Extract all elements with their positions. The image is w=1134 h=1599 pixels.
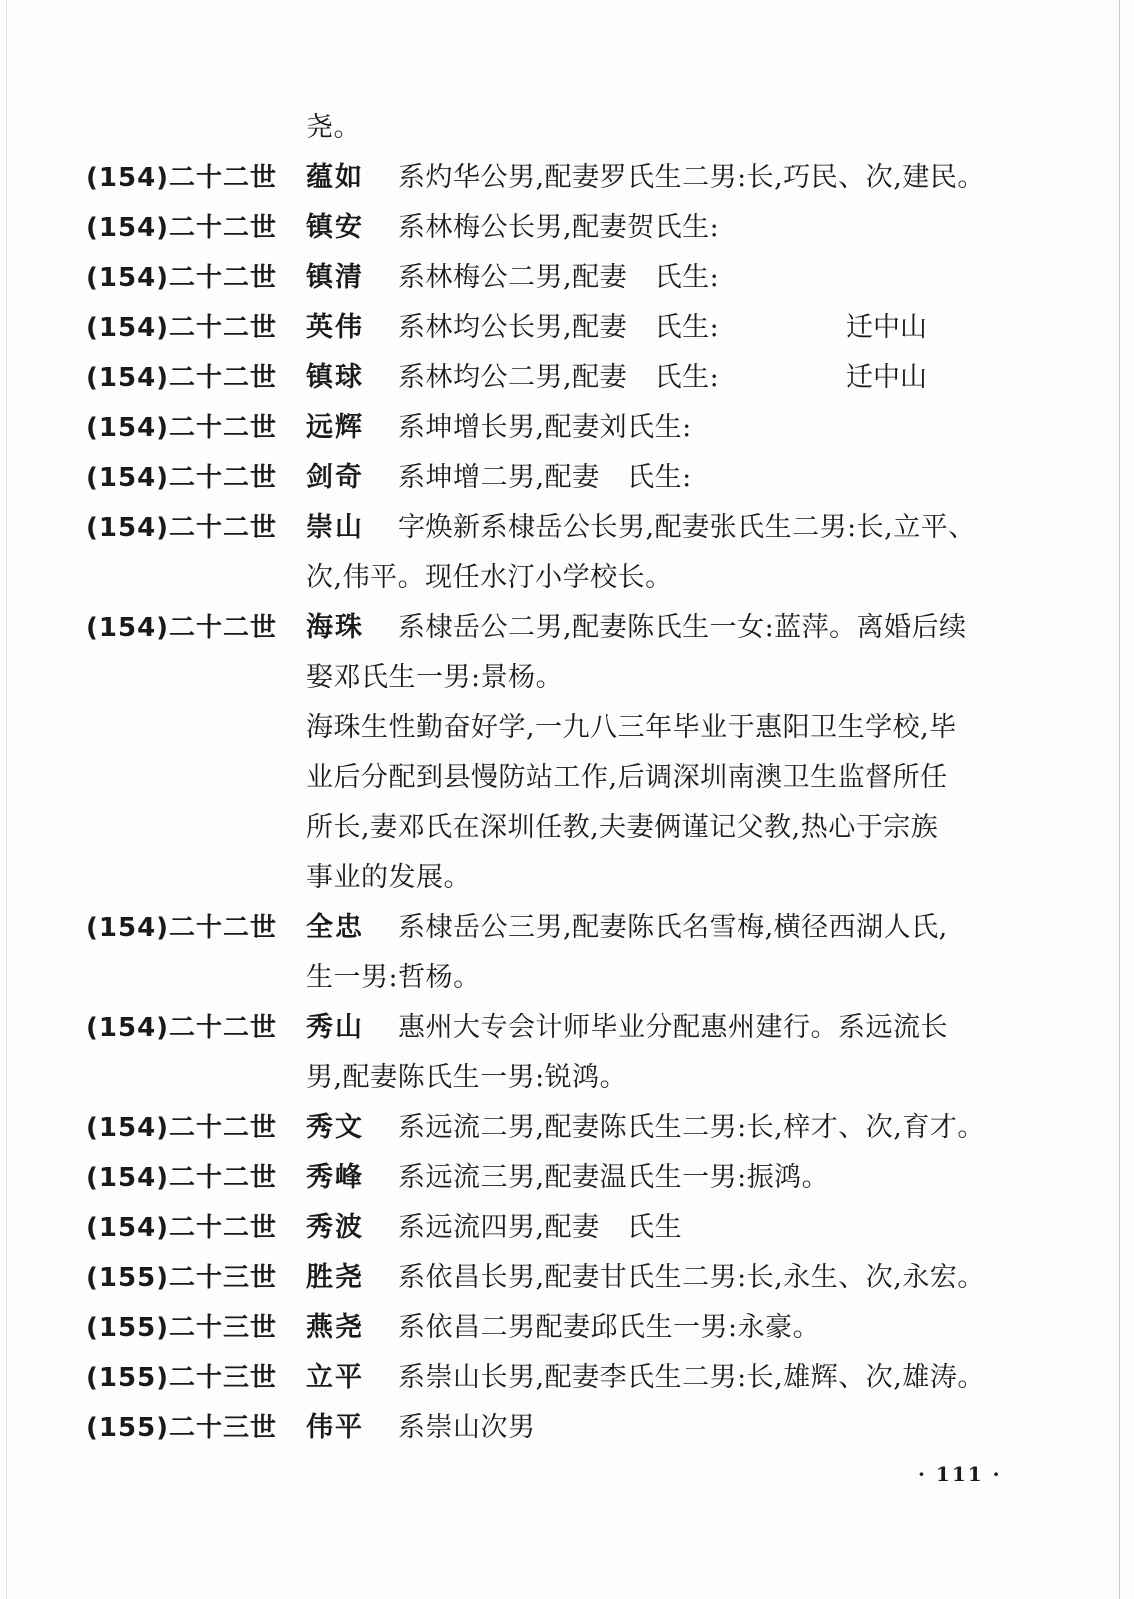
person-name: 秀山: [306, 1012, 364, 1043]
entry-main-line: [86, 453, 1046, 503]
person-name: 燕尧: [306, 1312, 364, 1343]
generation-label: (154)二十二世: [86, 313, 278, 343]
entry-main-line: [86, 1303, 1046, 1353]
generation-label: (154)二十二世: [86, 463, 278, 493]
entry: [86, 1203, 1046, 1253]
entry-continuation-line: 男,配妻陈氏生一男:锐鸿。: [306, 1062, 628, 1093]
generation-label: (155)二十三世: [86, 1413, 278, 1443]
entry-main-line: [86, 1403, 1046, 1453]
person-name: 剑奇: [306, 462, 364, 493]
generation-label: (154)二十二世: [86, 163, 278, 193]
entry: [86, 1253, 1046, 1303]
entry: [86, 1353, 1046, 1403]
entry: [86, 403, 1046, 453]
entry: [86, 203, 1046, 253]
person-name: 蕴如: [306, 162, 364, 193]
generation-label: (154)二十二世: [86, 363, 278, 393]
person-description: 惠州大专会计师毕业分配惠州建行。系远流长: [398, 1012, 948, 1043]
entry-main-line: [86, 153, 1046, 203]
generation-label: (154)二十二世: [86, 613, 278, 643]
generation-label: (155)二十三世: [86, 1263, 278, 1293]
person-description: 字焕新系棣岳公长男,配妻张氏生二男:长,立平、: [398, 512, 976, 543]
person-description: 系林均公长男,配妻 氏生:: [398, 312, 720, 343]
person-description: 系远流三男,配妻温氏生一男:振鸿。: [398, 1162, 830, 1193]
entry-continuation-line: 事业的发展。: [306, 862, 471, 893]
person-description: 系棣岳公二男,配妻陈氏生一女:蓝萍。离婚后续: [398, 612, 967, 643]
entry-main-line: [86, 1203, 1046, 1253]
generation-label: (154)二十二世: [86, 913, 278, 943]
generation-label: (154)二十二世: [86, 263, 278, 293]
generation-label: (154)二十二世: [86, 1163, 278, 1193]
person-name: 秀波: [306, 1212, 364, 1243]
person-name: 英伟: [306, 312, 364, 343]
person-description: 系棣岳公三男,配妻陈氏名雪梅,横径西湖人氏,: [398, 912, 948, 943]
person-description: 系崇山长男,配妻李氏生二男:长,雄辉、次,雄涛。: [398, 1362, 985, 1393]
person-description: 系远流四男,配妻 氏生: [398, 1212, 683, 1243]
generation-label: (154)二十二世: [86, 1213, 278, 1243]
entry: [86, 353, 1046, 403]
entry-main-line: [86, 253, 1046, 303]
entry-main-line: [86, 1003, 1046, 1053]
entry: [86, 253, 1046, 303]
entry-continuation-line: 所长,妻邓氏在深圳任教,夫妻俩谨记父教,热心于宗族: [306, 812, 939, 843]
entry: [86, 1103, 1046, 1153]
entry-main-line: [86, 903, 1046, 953]
entry: [86, 603, 1046, 903]
entry: [86, 153, 1046, 203]
person-name: 崇山: [306, 512, 364, 543]
person-name: 立平: [306, 1362, 364, 1393]
person-name: 全忠: [306, 912, 364, 943]
entry-main-line: [86, 1353, 1046, 1403]
generation-label: (155)二十三世: [86, 1363, 278, 1393]
person-description: 系坤增长男,配妻刘氏生:: [398, 412, 692, 443]
page-number: · 111 ·: [918, 1462, 1002, 1486]
person-description: 系依昌二男配妻邱氏生一男:永豪。: [398, 1312, 821, 1343]
entry-main-line: [86, 1103, 1046, 1153]
person-description: 系林梅公长男,配妻贺氏生:: [398, 212, 720, 243]
entry-main-line: [86, 303, 1046, 353]
person-name: 秀文: [306, 1112, 364, 1143]
person-description: 系远流二男,配妻陈氏生二男:长,梓才、次,育才。: [398, 1112, 985, 1143]
generation-label: (154)二十二世: [86, 513, 278, 543]
person-name: 镇安: [306, 212, 364, 243]
person-description: 系林梅公二男,配妻 氏生:: [398, 262, 720, 293]
migration-note: 迁中山: [846, 362, 927, 393]
entry: [86, 303, 1046, 353]
person-name: 海珠: [306, 612, 364, 643]
person-name: 秀峰: [306, 1162, 364, 1193]
page-edge-left: [6, 0, 7, 1599]
generation-label: (154)二十二世: [86, 413, 278, 443]
entry-continuation-line: 次,伟平。现任水汀小学校长。: [306, 562, 673, 593]
entry: [86, 503, 1046, 603]
entry-main-line: [86, 353, 1046, 403]
person-name: 伟平: [306, 1412, 364, 1443]
entry-continuation-line: 生一男:哲杨。: [306, 962, 481, 993]
page-edge-right: [1119, 0, 1120, 1599]
generation-label: (154)二十二世: [86, 213, 278, 243]
entry: [86, 1153, 1046, 1203]
person-name: 镇球: [306, 362, 364, 393]
genealogy-entries: [86, 103, 1046, 1453]
entry-main-line: [86, 203, 1046, 253]
entry-main-line: [86, 403, 1046, 453]
entry-continuation-line: 业后分配到县慢防站工作,后调深圳南澳卫生监督所任: [306, 762, 948, 793]
person-description: 系依昌长男,配妻甘氏生二男:长,永生、次,永宏。: [398, 1262, 985, 1293]
person-description: 系林均公二男,配妻 氏生:: [398, 362, 720, 393]
entry-main-line: [86, 1253, 1046, 1303]
person-name: 镇清: [306, 262, 364, 293]
entry: [86, 903, 1046, 1003]
person-name: 胜尧: [306, 1262, 364, 1293]
entry-continuation-line: 尧。: [306, 112, 361, 143]
person-description: 系崇山次男: [398, 1412, 536, 1443]
entry: [86, 1003, 1046, 1103]
generation-label: (155)二十三世: [86, 1313, 278, 1343]
entry: [86, 103, 1046, 153]
generation-label: (154)二十二世: [86, 1013, 278, 1043]
entry-main-line: [86, 603, 1046, 653]
generation-label: (154)二十二世: [86, 1113, 278, 1143]
entry-main-line: [86, 503, 1046, 553]
person-description: 系灼华公男,配妻罗氏生二男:长,巧民、次,建民。: [398, 162, 985, 193]
entry-main-line: [86, 1153, 1046, 1203]
entry-continuation-line: 娶邓氏生一男:景杨。: [306, 662, 564, 693]
entry: [86, 1303, 1046, 1353]
entry: [86, 1403, 1046, 1453]
person-description: 系坤增二男,配妻 氏生:: [398, 462, 692, 493]
person-name: 远辉: [306, 412, 364, 443]
migration-note: 迁中山: [846, 312, 927, 343]
entry: [86, 453, 1046, 503]
entry-continuation-line: 海珠生性勤奋好学,一九八三年毕业于惠阳卫生学校,毕: [306, 712, 957, 743]
